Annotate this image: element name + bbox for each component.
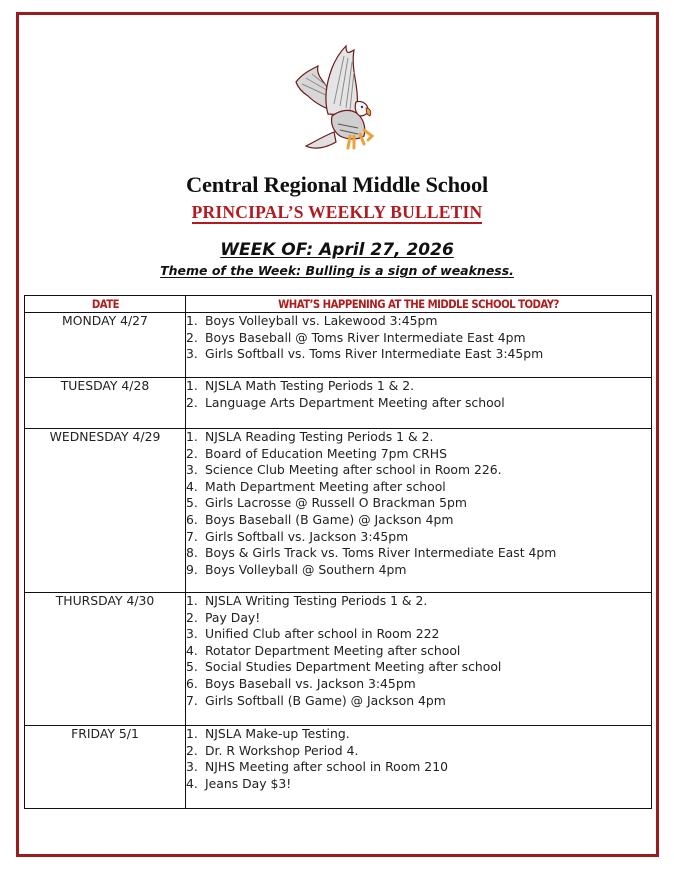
list-item: 2. Pay Day! <box>186 609 261 625</box>
list-item: 2. Language Arts Department Meeting after school <box>186 394 505 410</box>
list-item: 3. Girls Softball vs. Toms River Intermediate East 3:45pm <box>186 346 544 362</box>
events-list <box>186 313 651 363</box>
list-item: 3. NJHS Meeting after school in Room 210 <box>186 759 448 775</box>
list-item: 8. Boys & Girls Track vs. Toms River Intermediate East 4pm <box>186 545 557 561</box>
list-item: 6. Boys Baseball (B Game) @ Jackson 4pm <box>186 511 454 527</box>
column-header-events: WHAT’S HAPPENING AT THE MIDDLE SCHOOL TODAY? <box>186 296 652 313</box>
column-header-date: DATE <box>25 296 186 313</box>
list-item: 1. NJSLA Math Testing Periods 1 & 2. <box>186 378 415 393</box>
eagle-mascot-icon <box>288 44 388 154</box>
list-item: 1. NJSLA Reading Testing Periods 1 & 2. <box>186 429 434 444</box>
bulletin-title <box>0 202 674 223</box>
list-item: 3. Unified Club after school in Room 222 <box>186 626 440 642</box>
list-item: 1. NJSLA Writing Testing Periods 1 & 2. <box>186 593 428 608</box>
list-item: 1. NJSLA Make-up Testing. <box>186 726 350 741</box>
events-cell <box>186 313 652 378</box>
list-item: 4. Math Department Meeting after school <box>186 478 446 494</box>
events-list <box>186 378 651 411</box>
table-row <box>25 593 652 726</box>
list-item: 4. Rotator Department Meeting after school <box>186 642 461 658</box>
date-cell: TUESDAY 4/28 <box>25 378 186 429</box>
list-item: 1. Boys Volleyball vs. Lakewood 3:45pm <box>186 313 438 328</box>
date-cell: FRIDAY 5/1 <box>25 726 186 809</box>
list-item: 6. Boys Baseball vs. Jackson 3:45pm <box>186 675 416 691</box>
events-cell <box>186 378 652 429</box>
list-item: 2. Boys Baseball @ Toms River Intermediate East 4pm <box>186 329 526 345</box>
bulletin-title-text: PRINCIPAL’S WEEKLY BULLETIN <box>191 202 483 222</box>
events-cell <box>186 593 652 726</box>
week-of-text: WEEK OF: April 27, 2026 <box>220 240 454 260</box>
list-item: 7. Girls Softball (B Game) @ Jackson 4pm <box>186 692 446 708</box>
table-row <box>25 726 652 809</box>
table-row <box>25 429 652 593</box>
events-cell <box>186 726 652 809</box>
date-cell: MONDAY 4/27 <box>25 313 186 378</box>
date-cell: THURSDAY 4/30 <box>25 593 186 726</box>
table-header-row <box>25 296 652 313</box>
list-item: 2. Dr. R Workshop Period 4. <box>186 742 359 758</box>
list-item: 9. Boys Volleyball @ Southern 4pm <box>186 561 407 577</box>
list-item: 4. Jeans Day $3! <box>186 775 292 791</box>
events-list <box>186 593 651 709</box>
list-item: 5. Girls Lacrosse @ Russell O Brackman 5pm <box>186 495 467 511</box>
theme-text: Theme of the Week: Bulling is a sign of weakness. <box>160 263 514 278</box>
school-name: Central Regional Middle School <box>185 172 489 197</box>
list-item: 3. Science Club Meeting after school in Room 226. <box>186 462 502 478</box>
week-of-heading <box>0 240 674 260</box>
list-item: 5. Social Studies Department Meeting after school <box>186 659 502 675</box>
schedule-table <box>24 295 652 809</box>
events-list <box>186 429 651 578</box>
list-item: 2. Board of Education Meeting 7pm CRHS <box>186 445 447 461</box>
events-cell <box>186 429 652 593</box>
list-item: 7. Girls Softball vs. Jackson 3:45pm <box>186 528 409 544</box>
theme-of-week <box>0 263 674 278</box>
table-row <box>25 313 652 378</box>
events-list <box>186 726 651 792</box>
date-cell: WEDNESDAY 4/29 <box>25 429 186 593</box>
table-row <box>25 378 652 429</box>
